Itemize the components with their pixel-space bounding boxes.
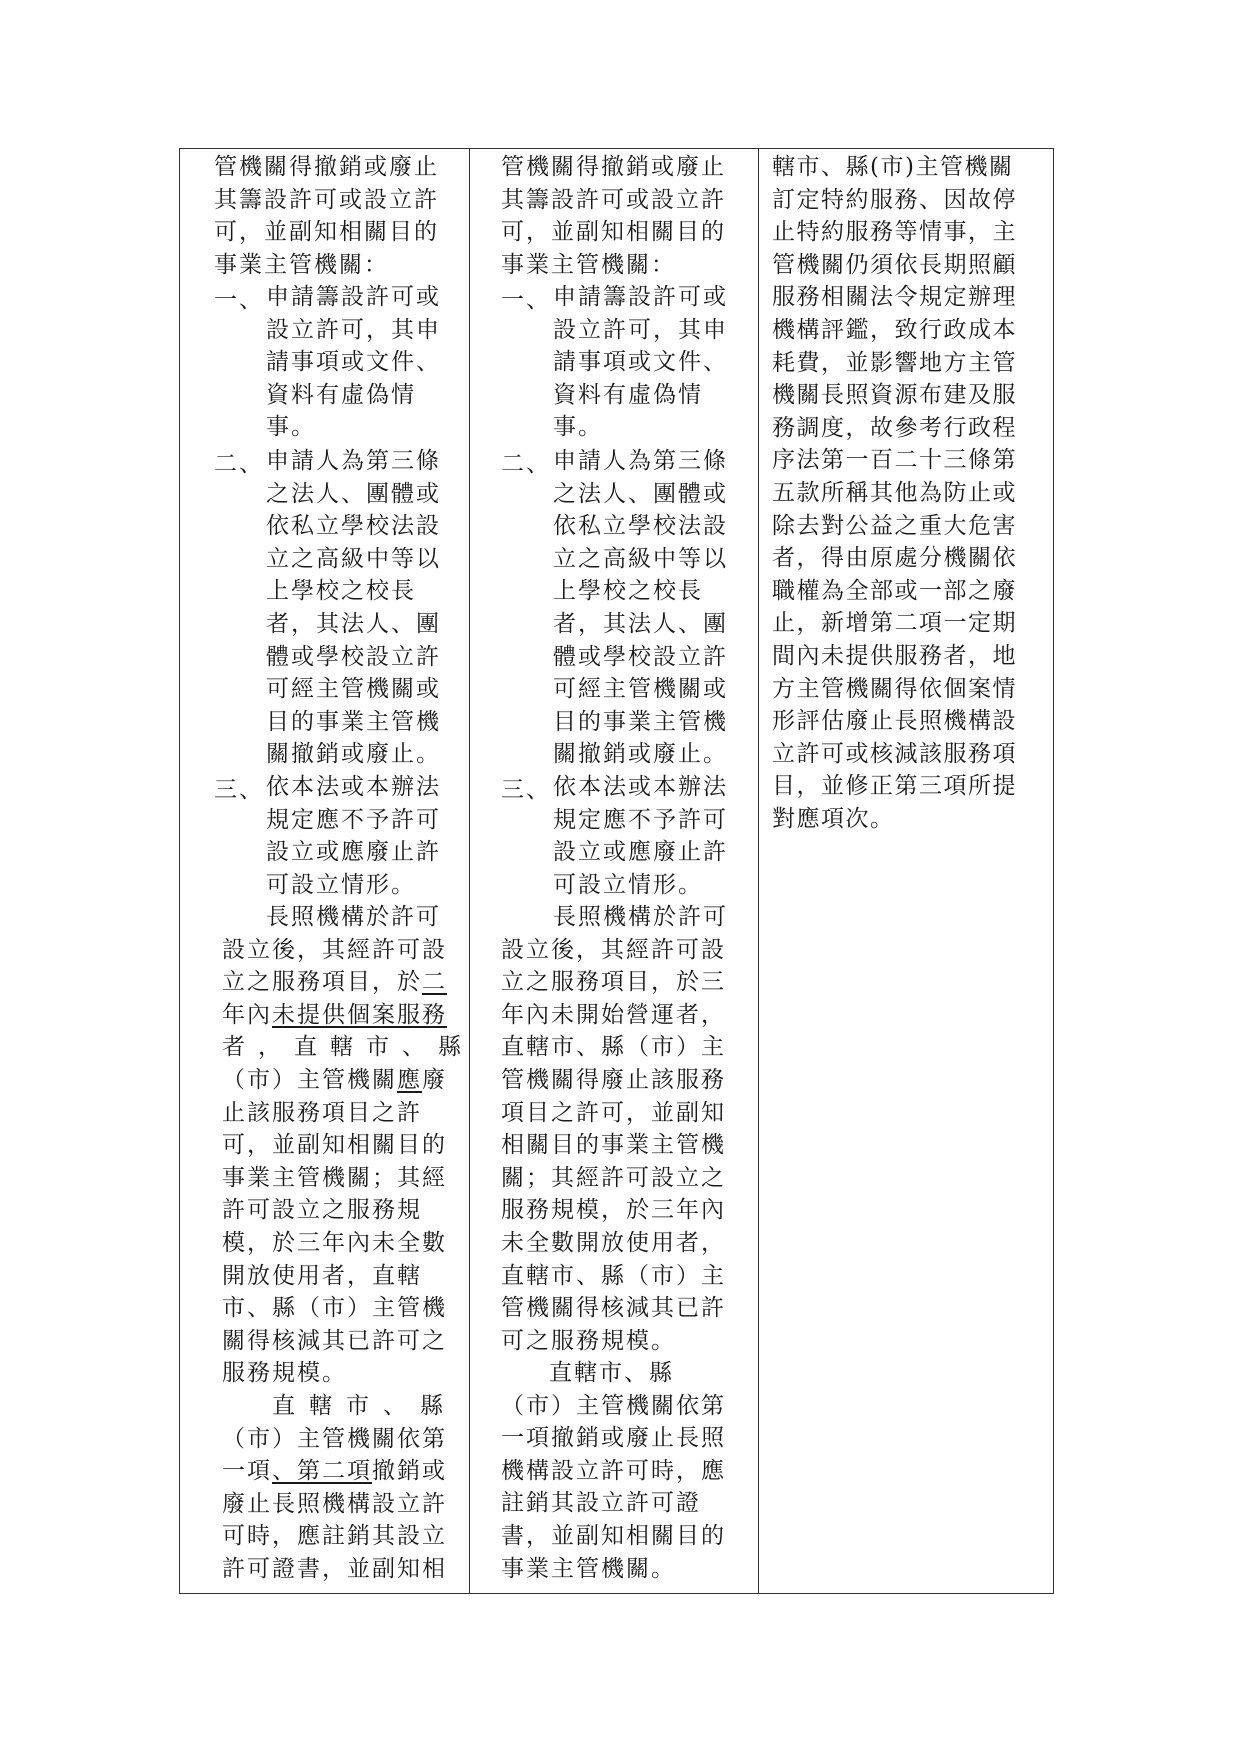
text-line: 目的事業主管機 (553, 708, 728, 735)
col2-paragraph-3 (501, 1357, 726, 1585)
current-text-column (470, 149, 759, 1593)
text-line: 體或學校設立許 (553, 643, 728, 670)
text-line: 管機關得廢止該服務 (501, 1066, 726, 1093)
text-line: 市、縣（市）主管機 (222, 1295, 447, 1322)
text-line: 直轄市、縣（市）主 (501, 1262, 726, 1289)
text-line: 可，並副知相關目的 (214, 219, 439, 246)
text-line: 五款所稱其他為防止或 (772, 479, 1017, 506)
text-line: 止特約服務等情事，主 (772, 219, 1017, 246)
text-line: 服務規模，於三年內 (501, 1197, 726, 1224)
amended-text: 二 (422, 969, 447, 996)
amended-text: 應 (397, 1066, 422, 1093)
text-line: 年內未開始營運者， (501, 1001, 726, 1028)
text-line: 服務規模。 (222, 1360, 347, 1387)
text-line: 可經主管機關或 (553, 676, 728, 703)
text-line: 立許可或核減該服務項 (772, 740, 1017, 767)
col2-intro (501, 151, 726, 281)
text-line: 依私立學校法設 (553, 513, 728, 540)
col2-item-3 (553, 771, 728, 901)
text-line: 設立後，其經許可設 (222, 936, 447, 963)
col1-item-2-number: 二、 (214, 451, 264, 477)
col3-explanation (772, 151, 1017, 835)
col1-item-1-number: 一、 (214, 287, 264, 313)
col2-item-2 (553, 445, 728, 771)
text-line: 方主管機關得依個案情 (772, 675, 1017, 702)
text-line: 管機關得撤銷或廢止 (214, 154, 439, 180)
text-line: 廢止長照機構設立許 (222, 1490, 447, 1517)
text-line: 之法人、團體或 (266, 480, 441, 507)
text-line: 書，並副知相關目的 (501, 1522, 726, 1549)
explanation-column (759, 149, 1052, 1593)
text-span: （市）主管機關 (222, 1066, 397, 1093)
text-line: 止該服務項目之許 (222, 1099, 422, 1126)
text-line: 資料有虛偽情 (553, 381, 703, 408)
text-line: 立之服務項目，於三 (501, 969, 726, 996)
text-line: 設立許可，其申 (553, 316, 728, 343)
col2-item-1-number: 一、 (501, 287, 551, 313)
text-line: 管機關仍須依長期照顧 (772, 251, 1017, 278)
text-line: 請事項或文件、 (266, 349, 441, 376)
text-line: 形評估廢止長照機構設 (772, 708, 1017, 735)
col1-item-3 (266, 771, 441, 901)
text-line: 可時，應註銷其設立 (222, 1523, 447, 1550)
text-line: 可經主管機關或 (266, 676, 441, 703)
text-line: 依本法或本辦法 (266, 774, 441, 800)
amended-text: 、第二項 (272, 1458, 372, 1485)
text-line: 上學校之校長 (553, 578, 703, 605)
text-line: 機構評鑑，致行政成本 (772, 316, 1017, 343)
text-line: 止，新增第二項一定期 (772, 610, 1017, 637)
text-line: 耗費，並影響地方主管 (772, 349, 1017, 376)
col2-paragraph-2 (501, 901, 728, 1357)
text-line: 可，並副知相關目的 (222, 1132, 447, 1159)
text-line: （市）主管機關依第 (222, 1425, 447, 1452)
text-line: 事業主管機關： (214, 251, 389, 278)
text-line: 其籌設許可或設立許 (501, 186, 726, 213)
text-span: 年內 (222, 1001, 272, 1028)
col1-intro (214, 151, 439, 281)
text-line: 關；其經許可設立之 (501, 1164, 726, 1191)
text-line: 開放使用者，直轄 (222, 1262, 422, 1289)
text-line: 體或學校設立許 (266, 643, 441, 670)
text-line: 者，直轄市、縣 (222, 1034, 474, 1061)
text-line: 申請人為第三條 (553, 448, 728, 474)
text-line: 模，於三年內未全數 (222, 1229, 447, 1256)
text-line: 直轄市、縣（市）主 (501, 1034, 726, 1061)
text-line: 直轄市、縣 (272, 1393, 457, 1419)
text-line: 事業主管機關；其經 (222, 1164, 447, 1191)
text-line: 可之服務規模。 (501, 1327, 676, 1354)
text-line: 職權為全部或一部之廢 (772, 577, 1017, 604)
text-line: 訂定特約服務、因故停 (772, 186, 1017, 213)
text-line: 關撤銷或廢止。 (553, 741, 728, 768)
text-line: 管機關得核減其已許 (501, 1295, 726, 1322)
comparison-table (179, 148, 1054, 1594)
text-line (222, 1455, 457, 1488)
text-line (222, 1064, 474, 1097)
text-line: 申請籌設許可或 (266, 284, 441, 310)
text-line: 服務相關法令規定辦理 (772, 284, 1017, 311)
text-line: 可設立情形。 (553, 871, 703, 898)
amended-text: 未提供個案服務 (272, 1001, 447, 1028)
text-line: 事業主管機關。 (501, 1555, 676, 1582)
text-line: 機構設立許可時，應 (501, 1457, 726, 1484)
col2-item-2-number: 二、 (501, 451, 551, 477)
text-line: 設立後，其經許可設 (501, 936, 726, 963)
text-line: 目，並修正第三項所提 (772, 773, 1017, 800)
text-line: 項目之許可，並副知 (501, 1099, 726, 1126)
col1-paragraph-2 (222, 901, 474, 1390)
text-line: 序法第一百二十三條第 (772, 447, 1017, 474)
text-line: 事。 (553, 414, 603, 441)
text-span: 立之服務項目，於 (222, 969, 422, 996)
text-line: 長照機構於許可 (266, 904, 441, 930)
text-line: 者，其法人、團 (553, 610, 728, 637)
text-span: 廢 (422, 1066, 447, 1093)
text-line: 註銷其設立許可證 (501, 1490, 701, 1517)
text-line: 設立或應廢止許 (553, 839, 728, 866)
text-line: 管機關得撤銷或廢止 (501, 154, 726, 180)
text-line: 依本法或本辦法 (553, 774, 728, 800)
text-line: 申請人為第三條 (266, 448, 441, 474)
text-line: 立之高級中等以 (553, 545, 728, 572)
text-line: 上學校之校長 (266, 578, 416, 605)
text-line: 許可設立之服務規 (222, 1197, 422, 1224)
col1-item-1 (266, 281, 441, 444)
text-line: 轄市、縣(市)主管機關 (772, 154, 1014, 180)
text-line (222, 999, 474, 1032)
text-line: 規定應不予許可 (553, 806, 728, 833)
text-line: 直轄市、縣 (549, 1360, 674, 1386)
text-span: 一項 (222, 1458, 272, 1485)
text-line: 相關目的事業主管機 (501, 1132, 726, 1159)
text-line: 一項撤銷或廢止長照 (501, 1425, 726, 1452)
text-line: 申請籌設許可或 (553, 284, 728, 310)
col1-item-3-number: 三、 (214, 777, 264, 803)
text-line: 依私立學校法設 (266, 513, 441, 540)
text-span: 撤銷或 (372, 1458, 447, 1485)
text-line: 可，並副知相關目的 (501, 219, 726, 246)
text-line: 務調度，故參考行政程 (772, 414, 1017, 441)
text-line: 事。 (266, 414, 316, 441)
text-line: 請事項或文件、 (553, 349, 728, 376)
text-line: 其籌設許可或設立許 (214, 186, 439, 213)
text-line: 間內未提供服務者，地 (772, 642, 1017, 669)
col2-item-3-number: 三、 (501, 777, 551, 803)
text-line: 關得核減其已許可之 (222, 1327, 447, 1354)
text-line: 未全數開放使用者， (501, 1229, 726, 1256)
col1-paragraph-3 (222, 1390, 457, 1586)
text-line: 機關長照資源布建及服 (772, 382, 1017, 409)
text-line: 設立許可，其申 (266, 316, 441, 343)
text-line: 除去對公益之重大危害 (772, 512, 1017, 539)
text-line: 長照機構於許可 (553, 904, 728, 930)
col2-item-1 (553, 281, 728, 444)
text-line: 立之高級中等以 (266, 545, 441, 572)
text-line: （市）主管機關依第 (501, 1392, 726, 1419)
text-line: 者，其法人、團 (266, 610, 441, 637)
text-line: 可設立情形。 (266, 871, 416, 898)
text-line: 資料有虛偽情 (266, 381, 416, 408)
amended-text-column (180, 149, 474, 1593)
col1-item-2 (266, 445, 441, 771)
text-line: 關撤銷或廢止。 (266, 741, 441, 768)
text-line: 對應項次。 (772, 805, 895, 832)
text-line: 者，得由原處分機關依 (772, 545, 1017, 572)
text-line: 事業主管機關： (501, 251, 676, 278)
text-line: 之法人、團體或 (553, 480, 728, 507)
text-line: 目的事業主管機 (266, 708, 441, 735)
text-line: 設立或應廢止許 (266, 839, 441, 866)
text-line (222, 966, 474, 999)
text-line: 許可證書，並副知相 (222, 1555, 447, 1582)
text-line: 規定應不予許可 (266, 806, 441, 833)
